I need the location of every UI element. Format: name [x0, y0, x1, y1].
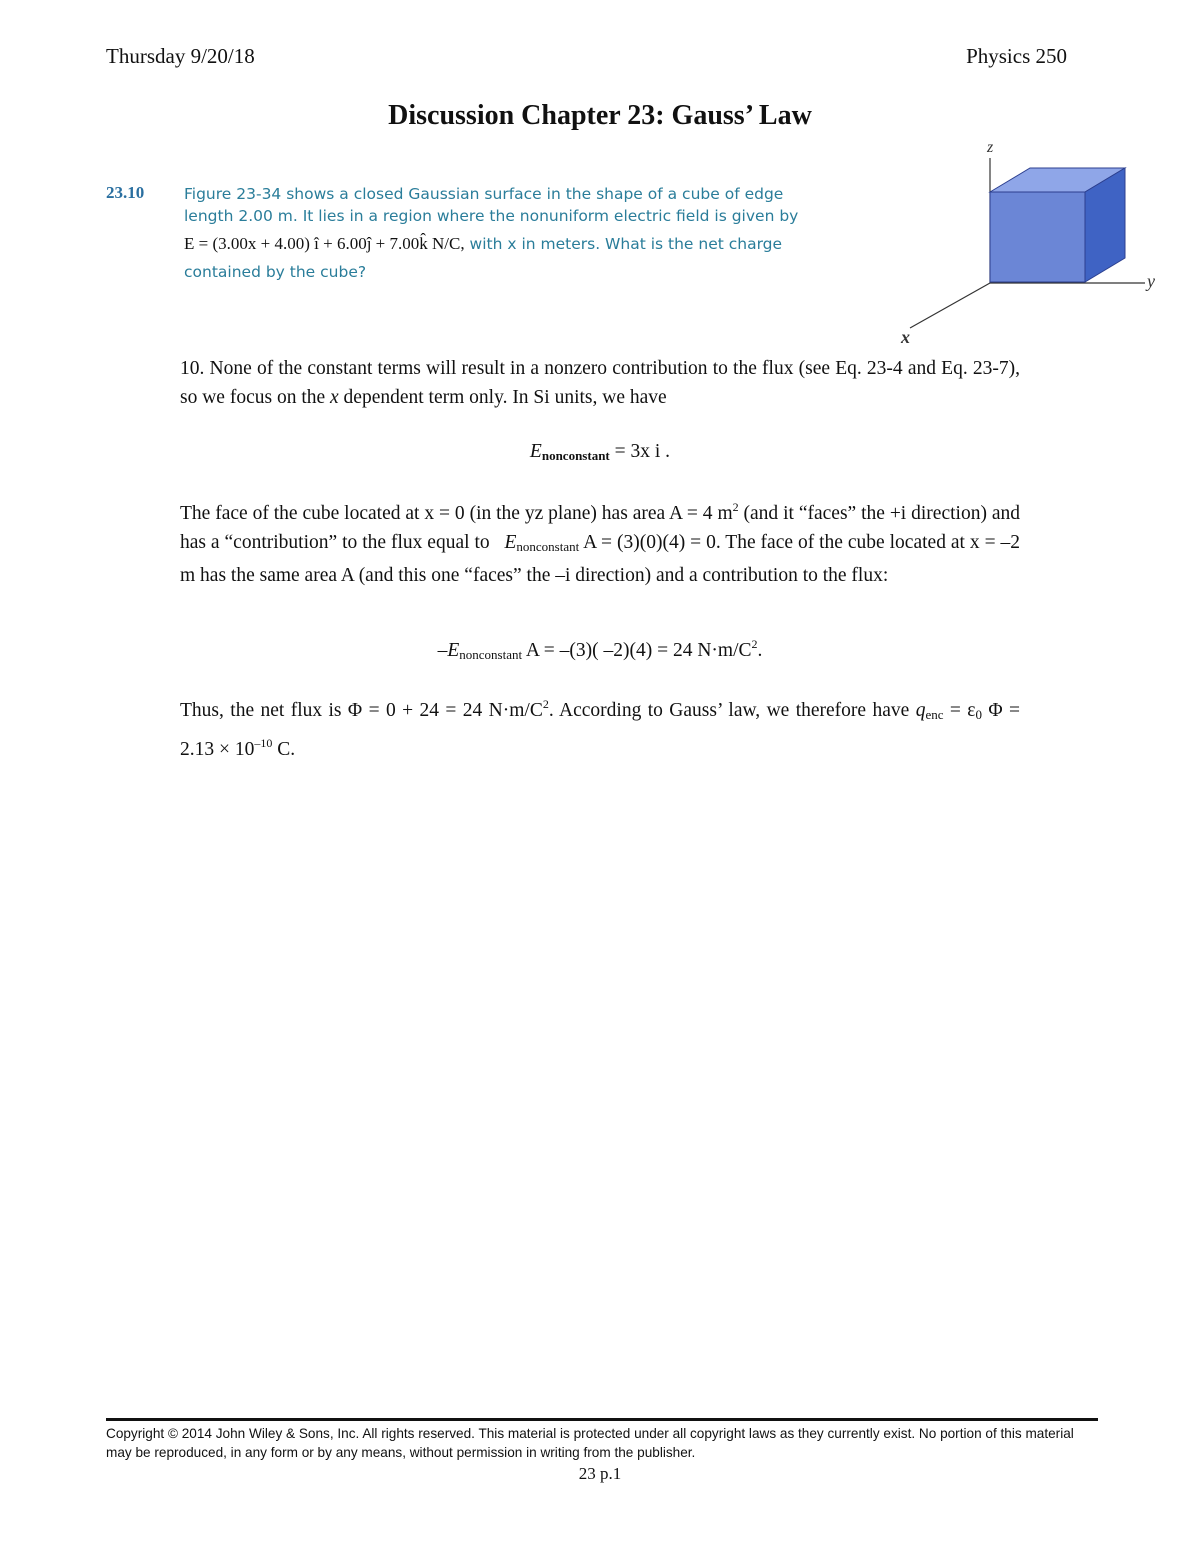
solution-paragraph-1	[180, 354, 1020, 412]
epsilon-subscript: 0	[975, 707, 982, 722]
p2-eq-E: E	[504, 532, 517, 553]
eq2-rhs: A = –(3)( –2)(4) = 24 N·m/C	[525, 640, 752, 661]
solution-p2-text-a: The face of the cube located at	[180, 503, 420, 524]
problem-line-3-tail: with x in meters. What is the net charge	[469, 235, 783, 253]
result-exponent: –10	[254, 736, 273, 750]
eq1-subscript: nonconstant	[541, 448, 610, 463]
solution-p1-text-b: dependent term only. In Si units, we have	[343, 387, 667, 408]
problem-line-3	[184, 227, 864, 261]
eq2-end: .	[757, 640, 763, 661]
solution-p1-x: x	[330, 387, 339, 408]
p2-eq-subscript: nonconstant	[516, 539, 580, 554]
solution-paragraph-3	[180, 690, 1020, 764]
eq2-sup: 2	[751, 637, 758, 651]
solution-p2-text-b: x = 0 (in the yz plane) has area A = 4 m	[424, 503, 733, 524]
eq1-rhs: = 3x i .	[614, 441, 671, 462]
header-date: Thursday 9/20/18	[106, 44, 255, 68]
problem-line-2: length 2.00 m. It lies in a region where the nonuniform electric field is given by	[184, 207, 799, 225]
solution-p2-text-d: The face of the cube located at x = –2 m has the same area A (and this one “faces” the –i direction) and a contribution to the flux:	[180, 532, 1021, 586]
footer-copyright: Copyright © 2014 John Wiley & Sons, Inc. All rights reserved. This material is protected under all copyright laws as they currently exist. No portion of this material may be reproduced, in any form or by any means, without permission in writing from the publisher.	[106, 1426, 1074, 1460]
solution-paragraph-2	[180, 493, 1020, 590]
solution-p3-text-b: . According to Gauss’ law, we therefore have	[548, 700, 910, 721]
z-label: z	[987, 139, 994, 156]
cube-front-face	[990, 192, 1085, 282]
problem-line-4: contained by the cube?	[184, 263, 367, 281]
equation-1	[0, 441, 1200, 464]
x-label: x	[901, 327, 910, 347]
solution-p1-text-a: 10. None of the constant terms will result in a nonzero contribution to the flux (see Eq. 23-4 and Eq. 23-7), so we focus on the	[180, 358, 1020, 408]
eq2-lhs: –E	[437, 640, 460, 661]
solution-p3-sup: 2	[542, 697, 549, 711]
eq2-subscript: nonconstant	[459, 647, 523, 662]
solution-p2-sup: 2	[732, 500, 739, 514]
cube-figure	[895, 130, 1165, 360]
page-title: Discussion Chapter 23: Gauss’ Law	[388, 100, 812, 131]
q-symbol: q	[915, 700, 926, 721]
epsilon: = ε	[949, 700, 976, 721]
x-axis	[910, 283, 990, 328]
header-course: Physics 250	[966, 44, 1067, 68]
p2-eq-rhs: A = (3)(0)(4) = 0.	[583, 532, 721, 553]
y-label: y	[1147, 271, 1155, 291]
page-number: 23 p.1	[578, 1464, 622, 1483]
field-equation: E = (3.00x + 4.00) î + 6.00ĵ + 7.00k̂ N/C,	[184, 234, 465, 253]
problem-line-1: Figure 23-34 shows a closed Gaussian surface in the shape of a cube of edge	[184, 185, 784, 203]
footer-rule	[106, 1418, 1098, 1421]
problem-number: 23.10	[106, 183, 145, 202]
q-subscript: enc	[925, 707, 944, 722]
result-unit: C.	[277, 739, 296, 760]
eq1-E: E	[529, 441, 542, 462]
solution-p2-text-c: (and it “faces” the +i direction) and has a “contribution” to the flux equal to	[180, 503, 1020, 553]
result-value: Φ = 2.13 × 10	[180, 700, 1021, 760]
equation-2	[0, 637, 1200, 663]
solution-p3-text-a: Thus, the net flux is Φ = 0 + 24 = 24 N·m/C	[180, 700, 543, 721]
problem-statement	[184, 183, 864, 283]
